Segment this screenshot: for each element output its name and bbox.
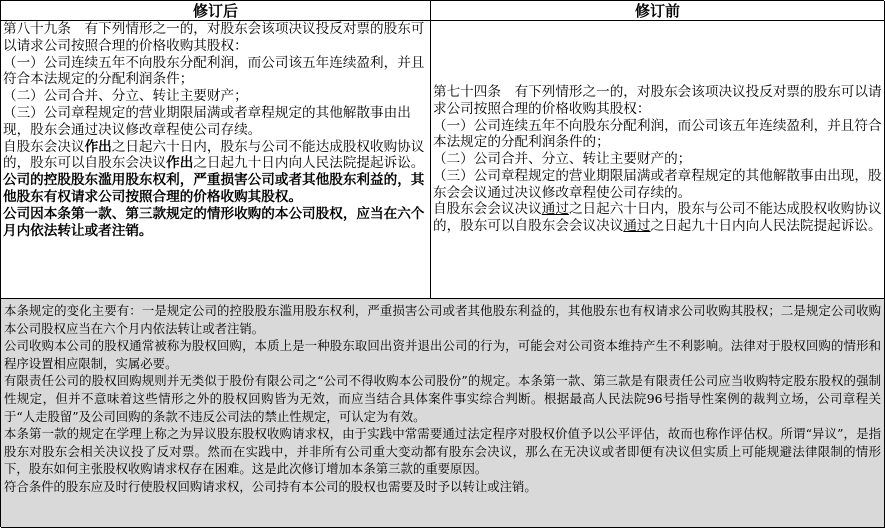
before-item-1: （一）公司连续五年不向股东分配利润，而公司该五年连续盈利，并且符合本法规定的分配利润条件的；	[433, 117, 882, 151]
note-paragraph: 本条规定的变化主要有：一是规定公司的控股股东滥用股东权利，严重损害公司或者其他股东利益的，其他股东也有权请求公司收购其股权；二是规定公司收购本公司股权应当在六个月内依法转让或者注销。	[4, 303, 881, 336]
after-article-intro: 第八十九条 有下列情形之一的，对股东会该项决议投反对票的股东可以请求公司按照合理的价格收购其股权：	[3, 21, 425, 54]
note-paragraph: 本条第一款的规定在学理上称之为异议股东股权收购请求权，由于实践中常需要通过法定程序对股权价值予以公平评估，故而也称作评估权。所谓“异议”，是指股东对股东会相关决议投了反对票。然而在实践中，并非所有公司重大变动都有股东会决议，那么在无决议或者即便有决议但实质上可能规避法律限制的情形下，股东如何主张股权收购请求权存在困难。这是此次修订增加本条第三款的重要原因。	[4, 426, 881, 477]
after-changed-word: 作出	[166, 155, 194, 172]
after-changed-word: 作出	[84, 138, 112, 155]
before-changed-word: 通过	[623, 218, 651, 235]
note-paragraph: 公司收购本公司的股权通常被称为股权回购，本质上是一种股东取回出资并退出公司的行为，可能会对公司资本维持产生不利影响。法律对于股权回购的情形和程序设置相应限制，实属必要。	[4, 338, 881, 371]
before-article-intro: 第七十四条 有下列情形之一的，对股东会该项决议投反对票的股东可以请求公司按照合理的价格收购其股权：	[433, 83, 882, 117]
after-new-paragraph-transfer-deadline: 公司因本条第一款、第三款规定的情形收购的本公司股权，应当在六个月内依法转让或者注销。	[3, 205, 425, 239]
note-paragraph: 符合条件的股东应及时行使股权回购请求权，公司持有本公司的股权也需要及时予以转让或注销。	[4, 478, 537, 494]
header-after	[1, 1, 431, 21]
before-item-2: （二）公司合并、分立、转让主要财产的；	[433, 151, 692, 168]
header-after-label: 修订后	[192, 2, 238, 20]
before-column	[431, 21, 885, 299]
after-litigation-clause: 自股东会决议作出之日起六十日内，股东与公司不能达成股权收购协议的，股东可以自股东会决议作出之日起九十日内向人民法院提起诉讼。	[3, 138, 425, 172]
before-litigation-clause: 自股东会会议决议通过之日起六十日内，股东与公司不能达成股权收购协议的，股东可以自股东会会议决议通过之日起九十日内向人民法院提起诉讼。	[433, 201, 882, 235]
before-changed-word: 通过	[541, 201, 569, 218]
note-paragraph: 有限责任公司的股权回购规则并无类似于股份有限公司之“公司不得收购本公司股份”的规定。本条第一款、第三款是有限责任公司应当收购特定股东股权的强制性规定，但并不意味着这些情形之外的股权回购皆为无效，而应当结合具体案件事实综合判断。根据最高人民法院96号指导性案例的裁判立场，公司章程关于“人走股留”及公司回购的条款不违反公司法的禁止性规定，可认定为有效。	[4, 373, 881, 424]
after-item-2: （二）公司合并、分立、转让主要财产；	[3, 88, 248, 105]
commentary-notes	[1, 299, 885, 528]
after-column	[1, 21, 431, 299]
header-before	[431, 1, 885, 21]
header-before-label: 修订前	[634, 2, 680, 20]
after-item-1: （一）公司连续五年不向股东分配利润，而公司该五年连续盈利，并且符合本法规定的分配利润条件；	[3, 54, 425, 88]
after-item-3: （三）公司章程规定的营业期限届满或者章程规定的其他解散事由出现，股东会通过决议修改章程使公司存续。	[3, 104, 411, 138]
before-item-3: （三）公司章程规定的营业期限届满或者章程规定的其他解散事由出现，股东会会议通过决议修改章程使公司存续的。	[433, 167, 882, 201]
after-new-paragraph-controlling-shareholder: 公司的控股股东滥用股东权利，严重损害公司或者其他股东利益的，其他股东有权请求公司按照合理的价格收购其股权。	[3, 172, 425, 205]
